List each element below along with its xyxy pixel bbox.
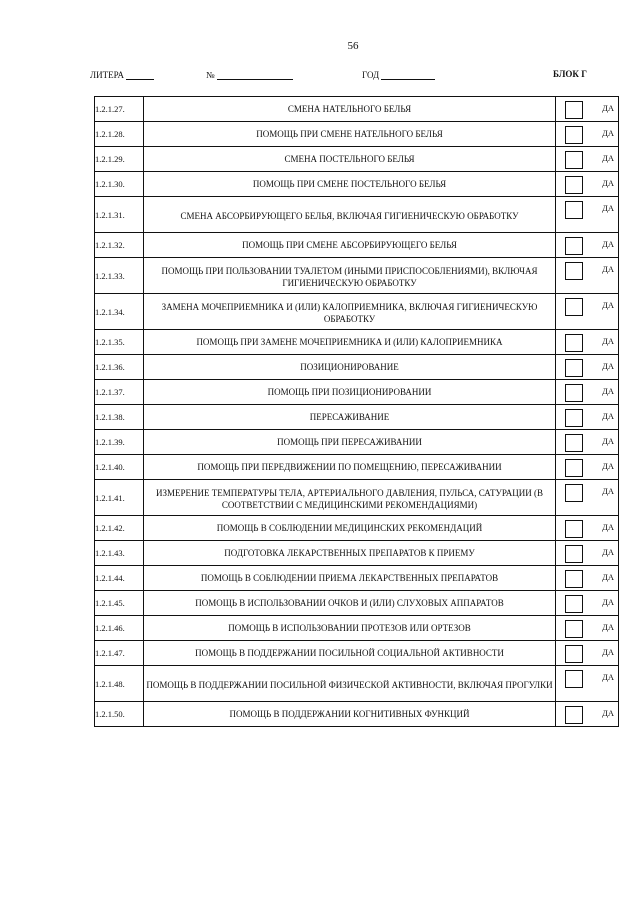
item-description: СМЕНА НАТЕЛЬНОГО БЕЛЬЯ — [144, 97, 556, 122]
item-description: СМЕНА ПОСТЕЛЬНОГО БЕЛЬЯ — [144, 147, 556, 172]
litera-input-line[interactable] — [126, 69, 154, 80]
item-description: ПЕРЕСАЖИВАНИЕ — [144, 405, 556, 430]
yes-label: ДА — [602, 386, 614, 396]
item-description: ПОМОЩЬ В ПОДДЕРЖАНИИ ПОСИЛЬНОЙ СОЦИАЛЬНОЙ АКТИВНОСТИ — [144, 641, 556, 666]
item-description: ПОМОЩЬ В ИСПОЛЬЗОВАНИИ ПРОТЕЗОВ ИЛИ ОРТЕЗОВ — [144, 616, 556, 641]
answer-cell — [556, 380, 619, 405]
item-description: ПОМОЩЬ В ИСПОЛЬЗОВАНИИ ОЧКОВ И (ИЛИ) СЛУХОВЫХ АППАРАТОВ — [144, 591, 556, 616]
yes-label: ДА — [602, 361, 614, 371]
yes-label: ДА — [602, 336, 614, 346]
yes-label: ДА — [602, 300, 614, 310]
yes-checkbox[interactable] — [565, 645, 583, 663]
checklist-rows — [95, 97, 619, 727]
yes-checkbox[interactable] — [565, 595, 583, 613]
table-row — [95, 516, 619, 541]
year-field — [362, 69, 435, 80]
year-input-line[interactable] — [381, 69, 435, 80]
item-description: ПОМОЩЬ В СОБЛЮДЕНИИ МЕДИЦИНСКИХ РЕКОМЕНДАЦИЙ — [144, 516, 556, 541]
table-row — [95, 294, 619, 330]
block-label: БЛОК Г — [553, 69, 587, 79]
item-code: 1.2.1.40. — [95, 455, 144, 480]
yes-label: ДА — [602, 461, 614, 471]
table-row — [95, 405, 619, 430]
answer-cell — [556, 122, 619, 147]
answer-cell — [556, 455, 619, 480]
yes-checkbox[interactable] — [565, 334, 583, 352]
answer-cell — [556, 566, 619, 591]
item-description: ПОЗИЦИОНИРОВАНИЕ — [144, 355, 556, 380]
answer-cell — [556, 97, 619, 122]
item-description: ПОМОЩЬ ПРИ ПОЛЬЗОВАНИИ ТУАЛЕТОМ (ИНЫМИ ПРИСПОСОБЛЕНИЯМИ), ВКЛЮЧАЯ ГИГИЕНИЧЕСКУЮ ОБРАБОТКУ — [144, 258, 556, 294]
table-row — [95, 122, 619, 147]
answer-cell — [556, 430, 619, 455]
yes-checkbox[interactable] — [565, 298, 583, 316]
item-code: 1.2.1.50. — [95, 702, 144, 727]
yes-checkbox[interactable] — [565, 176, 583, 194]
table-row — [95, 233, 619, 258]
table-row — [95, 566, 619, 591]
answer-cell — [556, 147, 619, 172]
yes-checkbox[interactable] — [565, 620, 583, 638]
item-code: 1.2.1.48. — [95, 666, 144, 702]
form-header — [90, 69, 606, 83]
yes-label: ДА — [602, 672, 614, 682]
yes-checkbox[interactable] — [565, 384, 583, 402]
item-description: ПОМОЩЬ ПРИ СМЕНЕ НАТЕЛЬНОГО БЕЛЬЯ — [144, 122, 556, 147]
yes-label: ДА — [602, 128, 614, 138]
item-code: 1.2.1.35. — [95, 330, 144, 355]
table-row — [95, 591, 619, 616]
item-code: 1.2.1.29. — [95, 147, 144, 172]
item-code: 1.2.1.46. — [95, 616, 144, 641]
table-row — [95, 616, 619, 641]
yes-label: ДА — [602, 572, 614, 582]
yes-label: ДА — [602, 622, 614, 632]
table-row — [95, 666, 619, 702]
yes-checkbox[interactable] — [565, 262, 583, 280]
item-description: ПОМОЩЬ ПРИ ПЕРЕСАЖИВАНИИ — [144, 430, 556, 455]
answer-cell — [556, 480, 619, 516]
yes-checkbox[interactable] — [565, 151, 583, 169]
yes-label: ДА — [602, 647, 614, 657]
table-row — [95, 702, 619, 727]
yes-checkbox[interactable] — [565, 520, 583, 538]
item-description: ПОМОЩЬ ПРИ ЗАМЕНЕ МОЧЕПРИЕМНИКА И (ИЛИ) КАЛОПРИЕМНИКА — [144, 330, 556, 355]
answer-cell — [556, 591, 619, 616]
answer-cell — [556, 294, 619, 330]
item-description: ПОДГОТОВКА ЛЕКАРСТВЕННЫХ ПРЕПАРАТОВ К ПРИЕМУ — [144, 541, 556, 566]
yes-checkbox[interactable] — [565, 459, 583, 477]
answer-cell — [556, 233, 619, 258]
table-row — [95, 355, 619, 380]
yes-checkbox[interactable] — [565, 484, 583, 502]
yes-label: ДА — [602, 708, 614, 718]
answer-cell — [556, 355, 619, 380]
yes-checkbox[interactable] — [565, 570, 583, 588]
item-description: ЗАМЕНА МОЧЕПРИЕМНИКА И (ИЛИ) КАЛОПРИЕМНИКА, ВКЛЮЧАЯ ГИГИЕНИЧЕСКУЮ ОБРАБОТКУ — [144, 294, 556, 330]
yes-label: ДА — [602, 178, 614, 188]
yes-checkbox[interactable] — [565, 201, 583, 219]
table-row — [95, 480, 619, 516]
answer-cell — [556, 541, 619, 566]
item-description: ПОМОЩЬ В ПОДДЕРЖАНИИ ПОСИЛЬНОЙ ФИЗИЧЕСКОЙ АКТИВНОСТИ, ВКЛЮЧАЯ ПРОГУЛКИ — [144, 666, 556, 702]
yes-checkbox[interactable] — [565, 237, 583, 255]
yes-label: ДА — [602, 436, 614, 446]
item-code: 1.2.1.37. — [95, 380, 144, 405]
yes-checkbox[interactable] — [565, 126, 583, 144]
answer-cell — [556, 702, 619, 727]
table-row — [95, 641, 619, 666]
item-description: ПОМОЩЬ ПРИ СМЕНЕ ПОСТЕЛЬНОГО БЕЛЬЯ — [144, 172, 556, 197]
yes-checkbox[interactable] — [565, 434, 583, 452]
yes-checkbox[interactable] — [565, 706, 583, 724]
yes-checkbox[interactable] — [565, 409, 583, 427]
item-code: 1.2.1.41. — [95, 480, 144, 516]
litera-field — [90, 69, 154, 80]
item-description: ПОМОЩЬ В ПОДДЕРЖАНИИ КОГНИТИВНЫХ ФУНКЦИЙ — [144, 702, 556, 727]
number-label: № — [206, 70, 215, 80]
table-row — [95, 197, 619, 233]
yes-label: ДА — [602, 264, 614, 274]
item-code: 1.2.1.28. — [95, 122, 144, 147]
answer-cell — [556, 516, 619, 541]
item-description: ИЗМЕРЕНИЕ ТЕМПЕРАТУРЫ ТЕЛА, АРТЕРИАЛЬНОГО ДАВЛЕНИЯ, ПУЛЬСА, САТУРАЦИИ (В СООТВЕТСТВИИ С МЕДИЦИНСКИМИ РЕКОМЕНДАЦИЯМИ) — [144, 480, 556, 516]
item-description: ПОМОЩЬ ПРИ СМЕНЕ АБСОРБИРУЮЩЕГО БЕЛЬЯ — [144, 233, 556, 258]
item-code: 1.2.1.43. — [95, 541, 144, 566]
item-code: 1.2.1.47. — [95, 641, 144, 666]
table-row — [95, 258, 619, 294]
page-number: 56 — [347, 40, 359, 52]
litera-label: ЛИТЕРА — [90, 70, 124, 80]
number-field — [206, 69, 293, 80]
table-row — [95, 380, 619, 405]
yes-label: ДА — [602, 153, 614, 163]
answer-cell — [556, 405, 619, 430]
table-row — [95, 97, 619, 122]
number-input-line[interactable] — [217, 69, 293, 80]
yes-label: ДА — [602, 239, 614, 249]
item-code: 1.2.1.34. — [95, 294, 144, 330]
yes-checkbox[interactable] — [565, 359, 583, 377]
year-label: ГОД — [362, 70, 380, 80]
table-row — [95, 147, 619, 172]
yes-checkbox[interactable] — [565, 545, 583, 563]
table-row — [95, 455, 619, 480]
item-code: 1.2.1.27. — [95, 97, 144, 122]
answer-cell — [556, 330, 619, 355]
checklist-table — [94, 96, 619, 727]
item-code: 1.2.1.33. — [95, 258, 144, 294]
yes-label: ДА — [602, 486, 614, 496]
answer-cell — [556, 616, 619, 641]
answer-cell — [556, 197, 619, 233]
item-description: ПОМОЩЬ ПРИ ПЕРЕДВИЖЕНИИ ПО ПОМЕЩЕНИЮ, ПЕРЕСАЖИВАНИИ — [144, 455, 556, 480]
item-code: 1.2.1.31. — [95, 197, 144, 233]
item-code: 1.2.1.32. — [95, 233, 144, 258]
item-description: ПОМОЩЬ В СОБЛЮДЕНИИ ПРИЕМА ЛЕКАРСТВЕННЫХ ПРЕПАРАТОВ — [144, 566, 556, 591]
item-code: 1.2.1.38. — [95, 405, 144, 430]
yes-label: ДА — [602, 522, 614, 532]
table-row — [95, 430, 619, 455]
item-code: 1.2.1.39. — [95, 430, 144, 455]
item-description: СМЕНА АБСОРБИРУЮЩЕГО БЕЛЬЯ, ВКЛЮЧАЯ ГИГИЕНИЧЕСКУЮ ОБРАБОТКУ — [144, 197, 556, 233]
answer-cell — [556, 172, 619, 197]
yes-label: ДА — [602, 203, 614, 213]
answer-cell — [556, 666, 619, 702]
item-code: 1.2.1.42. — [95, 516, 144, 541]
answer-cell — [556, 641, 619, 666]
table-row — [95, 172, 619, 197]
yes-label: ДА — [602, 103, 614, 113]
answer-cell — [556, 258, 619, 294]
item-code: 1.2.1.44. — [95, 566, 144, 591]
item-code: 1.2.1.45. — [95, 591, 144, 616]
yes-label: ДА — [602, 411, 614, 421]
yes-checkbox[interactable] — [565, 101, 583, 119]
table-row — [95, 330, 619, 355]
yes-label: ДА — [602, 597, 614, 607]
item-code: 1.2.1.36. — [95, 355, 144, 380]
table-row — [95, 541, 619, 566]
yes-checkbox[interactable] — [565, 670, 583, 688]
yes-label: ДА — [602, 547, 614, 557]
item-description: ПОМОЩЬ ПРИ ПОЗИЦИОНИРОВАНИИ — [144, 380, 556, 405]
item-code: 1.2.1.30. — [95, 172, 144, 197]
